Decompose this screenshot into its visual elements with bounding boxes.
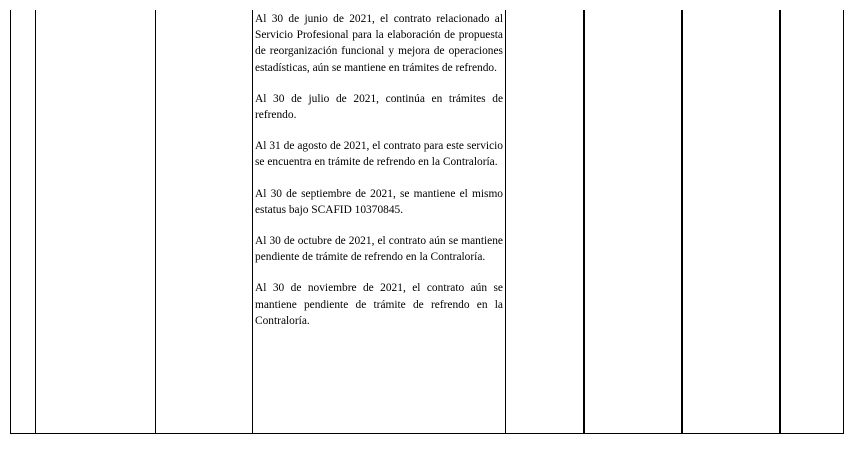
table-cell-observations	[780, 10, 844, 434]
status-update-october: Al 30 de octubre de 2021, el contrato aún se mantiene pendiente de trámite de refrendo en la Contraloría.	[255, 235, 503, 264]
table-cell-responsible	[506, 10, 584, 434]
table-cell-status	[253, 10, 506, 434]
status-update-november: Al 30 de noviembre de 2021, el contrato aún se mantiene pendiente de trámite de refrendo en la Contraloría.	[255, 282, 503, 327]
status-update-july: Al 30 de julio de 2021, continúa en trámites de refrendo.	[255, 92, 503, 122]
status-update-august: Al 31 de agosto de 2021, el contrato para este servicio se encuentra en trámite de refrendo en la Contraloría.	[255, 140, 503, 169]
table-cell-deadline	[584, 10, 682, 434]
table-cell-action	[156, 10, 253, 434]
table-cell-number	[11, 10, 36, 434]
table-cell-objective	[36, 10, 156, 434]
status-report-table	[10, 10, 844, 434]
table-row	[11, 10, 844, 434]
table-cell-progress	[682, 10, 780, 434]
status-update-september: Al 30 de septiembre de 2021, se mantiene el mismo estatus bajo SCAFID 10370845.	[255, 187, 503, 216]
status-update-june: Al 30 de junio de 2021, el contrato relacionado al Servicio Profesional para la elaboración de propuesta de reorganización funcional y mejora de operaciones estadísticas, aún se mantiene en trámites de refrendo.	[255, 13, 503, 74]
